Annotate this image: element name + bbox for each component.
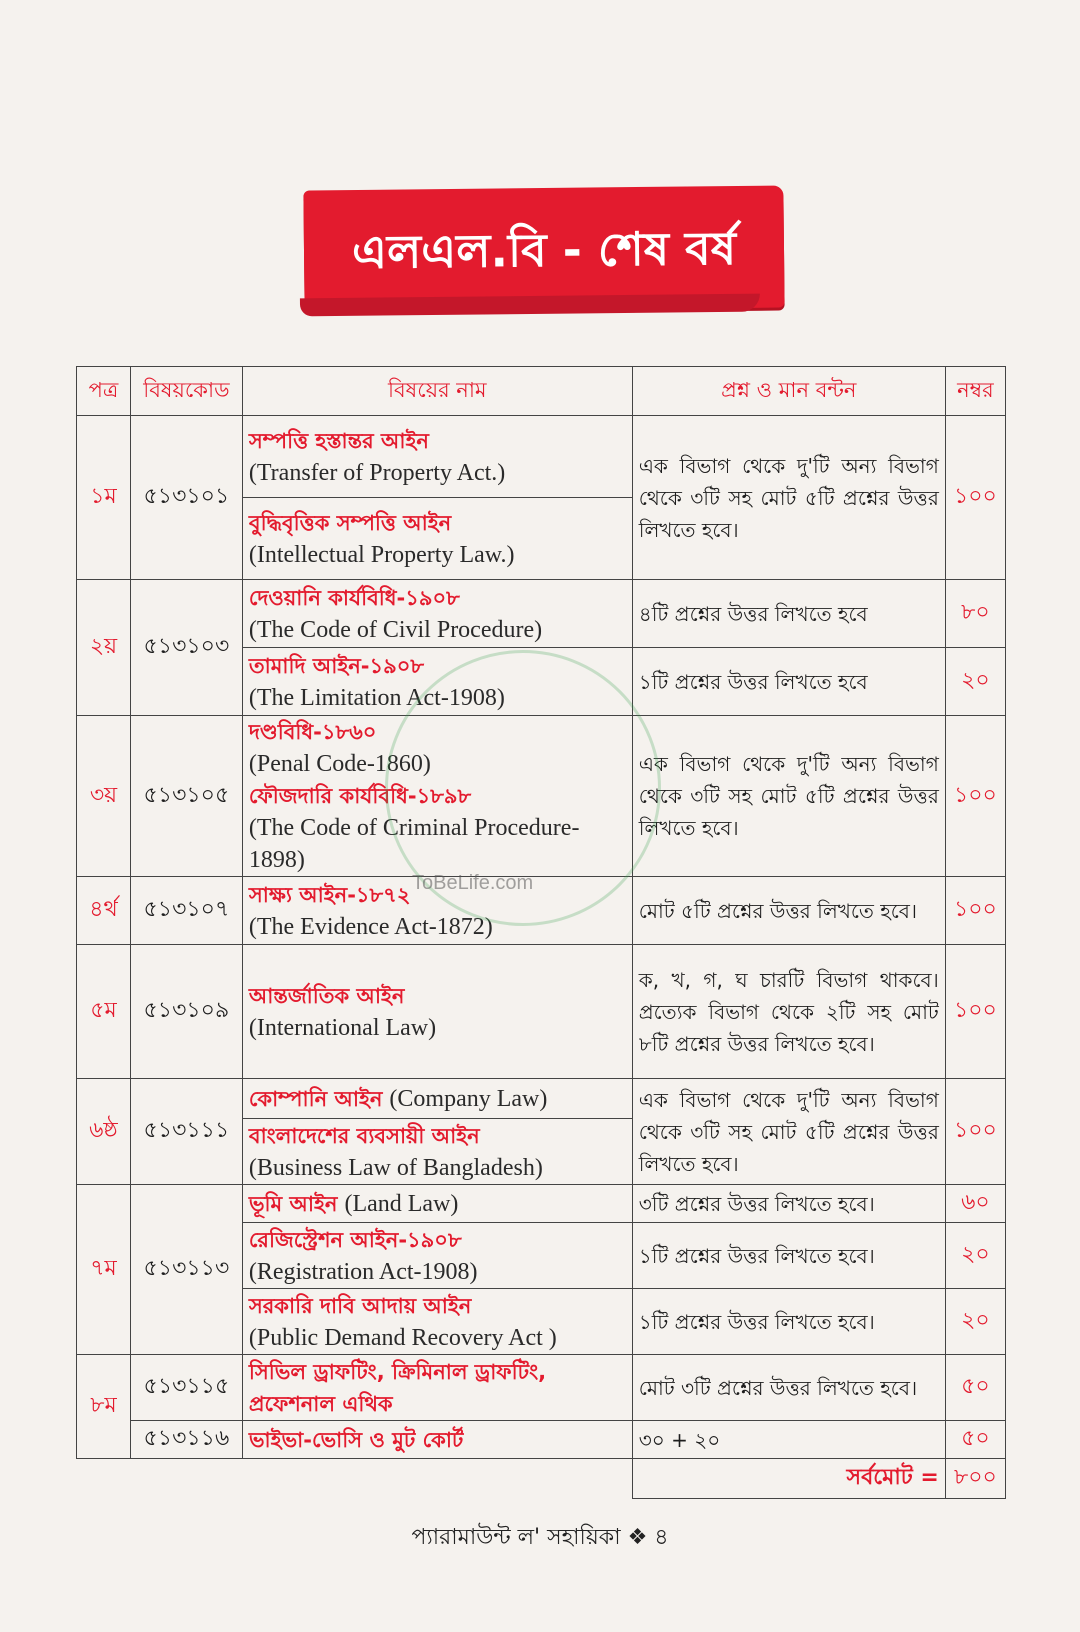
header-marks: নম্বর (945, 367, 1005, 416)
marks-cell: ১০০ (945, 716, 1005, 877)
header-subject: বিষয়ের নাম (242, 367, 632, 416)
marks-cell: ১০০ (945, 945, 1005, 1079)
marks-cell: ২০ (945, 1223, 1005, 1289)
subject-bn: ফৌজদারি কার্যবিধি-১৮৯৮ (248, 784, 472, 808)
subject-en: (Land Law) (344, 1190, 459, 1217)
subject-cell (242, 1289, 632, 1355)
subject-en: (Penal Code-1860) (248, 751, 431, 777)
marks-cell: ৫০ (945, 1355, 1005, 1421)
subject-en: (The Code of Criminal Procedure-1898) (248, 815, 580, 873)
paper-cell: ৮ম (77, 1355, 131, 1459)
table-row (77, 1079, 1006, 1119)
code-cell: ৫১৩১০৫ (130, 716, 242, 877)
distribution-cell: এক বিভাগ থেকে দু'টি অন্য বিভাগ থেকে ৩টি সহ মোট ৫টি প্রশ্নের উত্তর লিখতে হবে। (632, 716, 945, 877)
distribution-cell: ৩০ + ২০ (632, 1421, 945, 1459)
total-value: ৮০০ (945, 1459, 1005, 1499)
table-row (77, 1355, 1006, 1421)
subject-cell (242, 1079, 632, 1119)
marks-cell: ৮০ (945, 580, 1005, 648)
watermark-text: ToBeLife.com (412, 872, 534, 894)
code-cell: ৫১৩১০১ (130, 416, 242, 580)
subject-bn: আন্তর্জাতিক আইন (248, 983, 405, 1008)
marks-cell: ৬০ (945, 1185, 1005, 1223)
header-distribution: প্রশ্ন ও মান বন্টন (632, 367, 945, 416)
code-cell: ৫১৩১১৬ (130, 1421, 242, 1459)
paper-cell: ২য় (77, 580, 131, 716)
subject-en: (Registration Act-1908) (248, 1258, 478, 1285)
subject-cell (242, 498, 632, 580)
code-cell: ৫১৩১১৫ (130, 1355, 242, 1421)
table-row (77, 580, 1006, 648)
distribution-cell: ১টি প্রশ্নের উত্তর লিখতে হবে। (632, 1289, 945, 1355)
subject-cell (242, 1355, 632, 1421)
distribution-cell: ১টি প্রশ্নের উত্তর লিখতে হবে। (632, 1223, 945, 1289)
subject-bn: সাক্ষ্য আইন-১৮৭২ (248, 882, 411, 907)
subject-bn: ভাইভা-ভোসি ও মুট কোর্ট (248, 1427, 464, 1452)
subject-en: (Transfer of Property Act.) (248, 459, 506, 486)
subject-bn: রেজিস্ট্রেশন আইন-১৯০৮ (248, 1227, 462, 1252)
subject-bn: বাংলাদেশের ব্যবসায়ী আইন (248, 1123, 480, 1148)
marks-cell: ৫০ (945, 1421, 1005, 1459)
subject-en: (The Code of Civil Procedure) (248, 616, 543, 643)
table-header-row (77, 367, 1006, 416)
table-row (77, 1185, 1006, 1223)
subject-cell (242, 1119, 632, 1185)
subject-bn: দণ্ডবিধি-১৮৬০ (248, 720, 377, 744)
distribution-cell: এক বিভাগ থেকে দু'টি অন্য বিভাগ থেকে ৩টি সহ মোট ৫টি প্রশ্নের উত্তর লিখতে হবে। (632, 416, 945, 580)
subject-bn: বুদ্ধিবৃত্তিক সম্পত্তি আইন (248, 510, 452, 535)
subject-cell (242, 416, 632, 498)
subject-en: (The Evidence Act-1872) (248, 913, 493, 940)
subject-bn: তামাদি আইন-১৯০৮ (248, 653, 425, 678)
header-paper: পত্র (77, 367, 131, 416)
marks-cell: ১০০ (945, 416, 1005, 580)
distribution-cell: এক বিভাগ থেকে দু'টি অন্য বিভাগ থেকে ৩টি সহ মোট ৫টি প্রশ্নের উত্তর লিখতে হবে। (632, 1079, 945, 1185)
subject-en: (The Limitation Act-1908) (248, 684, 505, 711)
marks-cell: ২০ (945, 1289, 1005, 1355)
syllabus-table (76, 366, 1006, 1499)
distribution-cell: ৩টি প্রশ্নের উত্তর লিখতে হবে। (632, 1185, 945, 1223)
distribution-cell: মোট ৩টি প্রশ্নের উত্তর লিখতে হবে। (632, 1355, 945, 1421)
subject-cell (242, 1185, 632, 1223)
paper-cell: ৪র্থ (77, 877, 131, 945)
total-row (77, 1459, 1006, 1499)
distribution-cell: ক, খ, গ, ঘ চারটি বিভাগ থাকবে। প্রত্যেক বিভাগ থেকে ২টি সহ মোট ৮টি প্রশ্নের উত্তর লিখতে হবে। (632, 945, 945, 1079)
subject-cell (242, 1421, 632, 1459)
code-cell: ৫১৩১০৭ (130, 877, 242, 945)
table-row (77, 416, 1006, 498)
paper-cell: ৫ম (77, 945, 131, 1079)
subject-bn: সম্পত্তি হস্তান্তর আইন (248, 428, 429, 453)
subject-en: (International Law) (248, 1014, 437, 1041)
marks-cell: ২০ (945, 648, 1005, 716)
subject-en: (Business Law of Bangladesh) (248, 1154, 543, 1181)
code-cell: ৫১৩১১৩ (130, 1185, 242, 1355)
code-cell: ৫১৩১১১ (130, 1079, 242, 1185)
subject-cell (242, 580, 632, 648)
paper-cell: ১ম (77, 416, 131, 580)
subject-en: (Intellectual Property Law.) (248, 541, 515, 568)
header-code: বিষয়কোড (130, 367, 242, 416)
subject-cell (242, 945, 632, 1079)
distribution-cell: ১টি প্রশ্নের উত্তর লিখতে হবে (632, 648, 945, 716)
distribution-cell: মোট ৫টি প্রশ্নের উত্তর লিখতে হবে। (632, 877, 945, 945)
paper-cell: ৭ম (77, 1185, 131, 1355)
paper-cell: ৬ষ্ঠ (77, 1079, 131, 1185)
subject-en: (Public Demand Recovery Act ) (248, 1324, 557, 1351)
code-cell: ৫১৩১০৯ (130, 945, 242, 1079)
banner-curl (300, 294, 760, 317)
subject-en: (Company Law) (389, 1085, 548, 1112)
table-row (77, 1421, 1006, 1459)
distribution-cell: ৪টি প্রশ্নের উত্তর লিখতে হবে (632, 580, 945, 648)
subject-cell (242, 1223, 632, 1289)
marks-cell: ১০০ (945, 877, 1005, 945)
subject-bn: সরকারি দাবি আদায় আইন (248, 1293, 472, 1318)
paper-cell: ৩য় (77, 716, 131, 877)
subject-bn: দেওয়ানি কার্যবিধি-১৯০৮ (248, 585, 460, 610)
subject-bn: কোম্পানি আইন (248, 1086, 383, 1111)
total-label: সর্বমোট = (632, 1459, 945, 1499)
table-row (77, 945, 1006, 1079)
page-title: এলএল.বি - শেষ বর্ষ (351, 220, 737, 280)
marks-cell: ১০০ (945, 1079, 1005, 1185)
subject-bn: ভূমি আইন (248, 1191, 338, 1216)
page-footer: প্যারামাউন্ট ল' সহায়িকা ❖ ৪ (411, 1525, 669, 1550)
subject-bn: সিভিল ড্রাফটিং, ক্রিমিনাল ড্রাফটিং, প্রফেশনাল এথিক (248, 1359, 547, 1416)
code-cell: ৫১৩১০৩ (130, 580, 242, 716)
